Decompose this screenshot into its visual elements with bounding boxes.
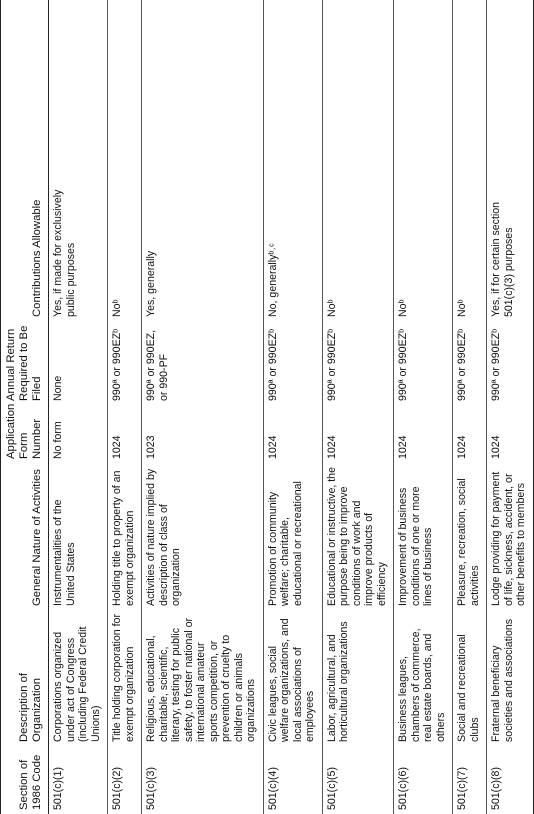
cell-contributions-text: Yes, if for certain section 501(c)(3) purposes (490, 201, 515, 317)
table-row (142, 0, 264, 814)
cell-return: None (52, 375, 64, 401)
cell-description: Religious, educational, charitable, scientific, literary, testing for public safety, to foster national or international amateur sports competition, or prevention of cruelty to children or animals organizations (145, 617, 257, 742)
cell-contributions (142, 0, 264, 321)
cell-description: Business leagues, chambers of commerce, real estate boards, and others (397, 628, 447, 742)
table-row (108, 0, 142, 814)
cell-section: 501(c)(3) (145, 767, 157, 810)
cell-contributions (453, 0, 487, 321)
cell-contributions-text: Noᵇ (456, 299, 468, 317)
cell-section: 501(c)(1) (52, 767, 64, 810)
cell-activities: Pleasure, recreation, social activities (456, 478, 481, 606)
cell-activities: Activities of nature implied by description of class of organization (145, 468, 182, 606)
table-row (263, 0, 322, 814)
cell-contributions-text: Noᵇ (397, 299, 409, 317)
cell-form: 1024 (266, 435, 279, 459)
cell-form: 1024 (111, 435, 123, 459)
cell-form: 1024 (325, 435, 338, 459)
table-row (322, 0, 394, 814)
header-contributions (1, 0, 49, 321)
cell-contributions (394, 0, 453, 321)
header-form: Application Form Number (1, 405, 49, 463)
cell-form: 1024 (490, 435, 502, 459)
cell-return: 990ª or 990EZᵇ (111, 328, 123, 401)
table-row (453, 0, 487, 814)
cell-activities: Instrumentalities of the United States (52, 499, 77, 606)
cell-return: 990ª or 990EZᵇ (490, 328, 502, 401)
cell-section: 501(c)(2) (111, 767, 123, 810)
cell-activities: Holding title to property of an exempt organization (111, 470, 136, 606)
cell-activities: Educational or instructive, the purpose being to improve conditions of work and improve products of efficiency (325, 467, 388, 606)
cell-description: Labor, agricultural, and horticultural organizations (325, 621, 350, 742)
table-row (394, 0, 453, 814)
cell-form: 1023 (145, 435, 157, 459)
cell-return: 990ª or 990EZ, or 990-PF (145, 329, 170, 401)
cell-contributions-text: Yes, if made for exclusively public purposes (52, 189, 77, 317)
header-section: Section of 1986 Code (1, 746, 49, 814)
cell-contributions-text: No, generallyᵇ˒ᶜ (266, 243, 279, 317)
cell-contributions-text: Yes, generally (145, 250, 157, 317)
cell-contributions (49, 0, 108, 321)
cell-form: No form (52, 421, 64, 459)
header-contributions-label: Contributions Allowable (31, 199, 43, 317)
header-activities: General Nature of Activities (1, 463, 49, 610)
header-return: Annual Return Required to Be Filed (1, 321, 49, 405)
cell-return: 990ª or 990EZᵇ (325, 328, 338, 401)
cell-description: Title holding corporation for exempt organization (111, 614, 136, 742)
cell-contributions (487, 0, 534, 321)
cell-description: Fraternal beneficiary societies and associations (490, 618, 515, 742)
cell-return: 990ª or 990EZᵇ (266, 328, 279, 401)
table-row (49, 0, 108, 814)
header-description: Description of Organization (1, 610, 49, 746)
cell-description: Social and recreational clubs (456, 634, 481, 742)
cell-activities: Promotion of community welfare; charitable, educational or recreational (266, 481, 304, 606)
cell-form: 1024 (397, 435, 409, 459)
table-row (487, 0, 534, 814)
cell-contributions-text: Noᵇ (325, 299, 338, 317)
cell-description: Civic leagues, social welfare organizations, and local associations of employees (266, 618, 316, 742)
cell-contributions (263, 0, 322, 321)
cell-contributions-text: Noᵇ (111, 299, 123, 317)
cell-contributions (108, 0, 142, 321)
cell-section: 501(c)(5) (325, 767, 338, 810)
cell-contributions (322, 0, 394, 321)
cell-return: 990ª or 990EZᵇ (397, 328, 409, 401)
cell-section: 501(c)(7) (456, 767, 468, 810)
cell-section: 501(c)(4) (266, 767, 279, 810)
cell-description: Corporations organized under act of Congress (including Federal Credit Unions) (52, 626, 102, 742)
cell-activities: Improvement of business conditions of one or more lines of business (397, 486, 434, 606)
cell-return: 990ª or 990EZᵇ (456, 328, 468, 401)
cell-section: 501(c)(6) (397, 767, 409, 810)
table-header-row (1, 0, 49, 814)
cell-section: 501(c)(8) (490, 767, 502, 810)
cell-activities: Lodge providing for payment of life, sickness, accident, or other benefits to members (490, 471, 527, 606)
cell-form: 1024 (456, 435, 468, 459)
